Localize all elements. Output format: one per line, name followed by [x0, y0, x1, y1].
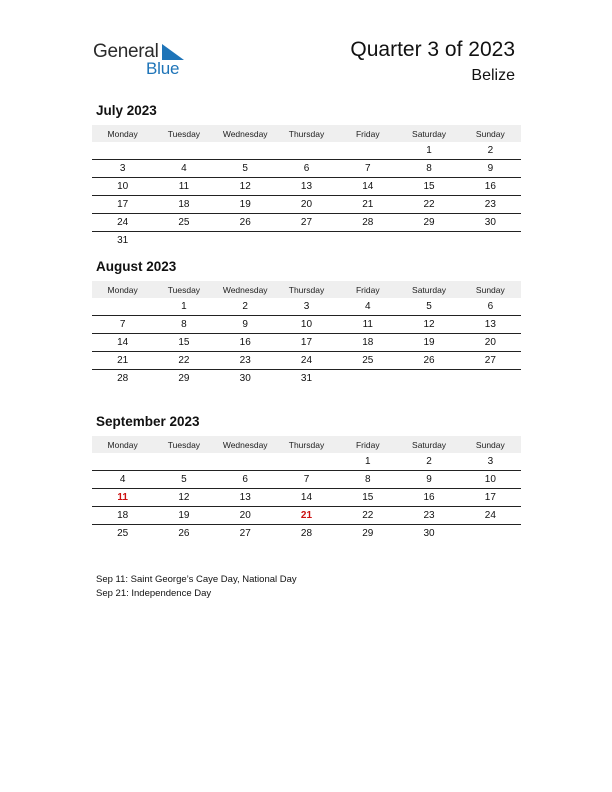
week-row	[92, 142, 521, 160]
weekday-header: Monday	[92, 281, 153, 298]
day-cell: 6	[276, 160, 337, 178]
weekday-header-row	[92, 281, 521, 298]
week-row	[92, 298, 521, 316]
day-cell: 9	[460, 160, 521, 178]
day-cell	[153, 232, 214, 250]
day-cell: 4	[337, 298, 398, 316]
day-cell: 24	[92, 214, 153, 232]
day-cell	[337, 142, 398, 160]
month-calendar	[92, 125, 521, 249]
holiday-note: Sep 11: Saint George’s Caye Day, National Day	[96, 574, 297, 585]
month-title: August 2023	[96, 259, 177, 274]
day-cell	[215, 453, 276, 471]
day-cell	[276, 142, 337, 160]
day-cell: 14	[276, 489, 337, 507]
day-cell: 6	[460, 298, 521, 316]
week-row	[92, 232, 521, 250]
day-cell	[92, 453, 153, 471]
day-cell: 25	[337, 352, 398, 370]
week-row	[92, 453, 521, 471]
logo-flag-icon	[162, 44, 184, 60]
month-title: July 2023	[96, 103, 157, 118]
day-cell: 2	[460, 142, 521, 160]
month-title: September 2023	[96, 414, 200, 429]
day-cell	[460, 370, 521, 388]
holiday-day-cell: 11	[92, 489, 153, 507]
day-cell: 11	[153, 178, 214, 196]
day-cell: 5	[153, 471, 214, 489]
weekday-header: Wednesday	[215, 436, 276, 453]
day-cell	[215, 142, 276, 160]
month-calendar	[92, 436, 521, 542]
day-cell: 18	[337, 334, 398, 352]
day-cell: 20	[276, 196, 337, 214]
weekday-header: Friday	[337, 125, 398, 142]
day-cell: 10	[92, 178, 153, 196]
day-cell: 4	[153, 160, 214, 178]
weekday-header: Thursday	[276, 125, 337, 142]
day-cell: 15	[153, 334, 214, 352]
weekday-header: Saturday	[398, 125, 459, 142]
day-cell: 3	[276, 298, 337, 316]
holiday-day-cell: 21	[276, 507, 337, 525]
day-cell: 12	[153, 489, 214, 507]
day-cell: 19	[398, 334, 459, 352]
day-cell: 14	[92, 334, 153, 352]
week-row	[92, 352, 521, 370]
day-cell: 31	[117, 235, 129, 246]
day-cell: 5	[215, 160, 276, 178]
month-block-august	[92, 259, 521, 387]
week-row	[92, 507, 521, 525]
day-cell	[276, 232, 337, 250]
day-cell: 24	[276, 352, 337, 370]
weekday-header: Wednesday	[215, 125, 276, 142]
day-cell: 11	[337, 316, 398, 334]
logo-general-text: General	[93, 41, 159, 62]
day-cell: 1	[153, 298, 214, 316]
week-row	[92, 334, 521, 352]
weekday-header: Thursday	[276, 436, 337, 453]
day-cell	[276, 453, 337, 471]
day-cell: 4	[92, 471, 153, 489]
day-cell: 2	[215, 298, 276, 316]
day-cell: 5	[398, 298, 459, 316]
day-cell: 15	[398, 178, 459, 196]
day-cell: 21	[92, 352, 153, 370]
day-cell: 7	[337, 160, 398, 178]
weekday-header-row	[92, 436, 521, 453]
day-cell: 15	[337, 489, 398, 507]
day-cell: 3	[460, 453, 521, 471]
day-cell: 29	[178, 373, 190, 384]
day-cell: 29	[362, 528, 374, 539]
day-cell: 17	[460, 489, 521, 507]
day-cell	[92, 298, 153, 316]
day-cell: 12	[215, 178, 276, 196]
week-row	[92, 196, 521, 214]
day-cell	[153, 142, 214, 160]
day-cell	[398, 370, 459, 388]
day-cell: 25	[153, 214, 214, 232]
country-name: Belize	[471, 67, 515, 84]
weekday-header: Sunday	[460, 125, 521, 142]
holiday-note: Sep 21: Independence Day	[96, 588, 212, 599]
weekday-header: Saturday	[398, 281, 459, 298]
day-cell: 26	[398, 352, 459, 370]
month-calendar	[92, 281, 521, 387]
day-cell: 6	[215, 471, 276, 489]
day-cell	[215, 232, 276, 250]
day-cell: 27	[239, 528, 251, 539]
day-cell: 19	[153, 507, 214, 525]
day-cell: 1	[398, 142, 459, 160]
day-cell: 27	[276, 214, 337, 232]
day-cell: 8	[153, 316, 214, 334]
day-cell	[153, 453, 214, 471]
day-cell: 7	[276, 471, 337, 489]
holiday-notes	[96, 573, 297, 601]
day-cell: 13	[215, 489, 276, 507]
day-cell: 23	[215, 352, 276, 370]
day-cell	[460, 232, 521, 250]
day-cell	[92, 142, 153, 160]
day-cell: 30	[460, 214, 521, 232]
day-cell: 7	[92, 316, 153, 334]
day-cell: 24	[460, 507, 521, 525]
day-cell: 14	[337, 178, 398, 196]
week-row	[92, 316, 521, 334]
day-cell: 23	[460, 196, 521, 214]
day-cell: 9	[398, 471, 459, 489]
day-cell: 29	[398, 214, 459, 232]
day-cell: 17	[276, 334, 337, 352]
week-row	[92, 214, 521, 232]
day-cell: 2	[398, 453, 459, 471]
day-cell: 10	[276, 316, 337, 334]
weekday-header: Sunday	[460, 436, 521, 453]
day-cell: 18	[92, 507, 153, 525]
day-cell: 26	[178, 528, 190, 539]
day-cell: 13	[460, 316, 521, 334]
day-cell: 8	[398, 160, 459, 178]
day-cell: 26	[215, 214, 276, 232]
weekday-header: Friday	[337, 281, 398, 298]
day-cell: 3	[92, 160, 153, 178]
weekday-header: Sunday	[460, 281, 521, 298]
day-cell	[398, 232, 459, 250]
week-row	[92, 160, 521, 178]
weekday-header: Wednesday	[215, 281, 276, 298]
day-cell: 16	[398, 489, 459, 507]
day-cell	[337, 232, 398, 250]
day-cell	[460, 525, 521, 543]
day-cell: 31	[300, 373, 313, 384]
week-row	[92, 178, 521, 196]
day-cell: 20	[215, 507, 276, 525]
month-block-september	[92, 414, 521, 542]
weekday-header: Saturday	[398, 436, 459, 453]
day-cell: 28	[117, 373, 129, 384]
day-cell: 30	[423, 528, 435, 539]
day-cell: 12	[398, 316, 459, 334]
day-cell: 27	[460, 352, 521, 370]
day-cell: 28	[337, 214, 398, 232]
page-title: Quarter 3 of 2023	[350, 38, 515, 61]
day-cell: 23	[398, 507, 459, 525]
day-cell: 22	[337, 507, 398, 525]
weekday-header: Thursday	[276, 281, 337, 298]
day-cell	[337, 370, 398, 388]
logo-blue-text: Blue	[146, 59, 180, 78]
logo	[93, 40, 193, 80]
day-cell: 8	[337, 471, 398, 489]
day-cell: 9	[215, 316, 276, 334]
day-cell: 16	[460, 178, 521, 196]
day-cell: 18	[153, 196, 214, 214]
day-cell: 1	[337, 453, 398, 471]
day-cell: 20	[460, 334, 521, 352]
day-cell: 16	[215, 334, 276, 352]
week-row	[92, 525, 521, 543]
week-row	[92, 370, 521, 388]
day-cell: 13	[276, 178, 337, 196]
weekday-header: Monday	[92, 125, 153, 142]
day-cell: 17	[92, 196, 153, 214]
day-cell: 30	[239, 373, 251, 384]
weekday-header: Monday	[92, 436, 153, 453]
day-cell: 21	[337, 196, 398, 214]
week-row	[92, 489, 521, 507]
day-cell: 10	[460, 471, 521, 489]
month-block-july	[92, 103, 521, 249]
weekday-header: Tuesday	[153, 281, 214, 298]
day-cell: 19	[215, 196, 276, 214]
weekday-header-row	[92, 125, 521, 142]
week-row	[92, 471, 521, 489]
day-cell: 22	[153, 352, 214, 370]
day-cell: 25	[117, 528, 129, 539]
day-cell: 28	[300, 528, 313, 539]
day-cell: 22	[398, 196, 459, 214]
weekday-header: Friday	[337, 436, 398, 453]
weekday-header: Tuesday	[153, 436, 214, 453]
weekday-header: Tuesday	[153, 125, 214, 142]
